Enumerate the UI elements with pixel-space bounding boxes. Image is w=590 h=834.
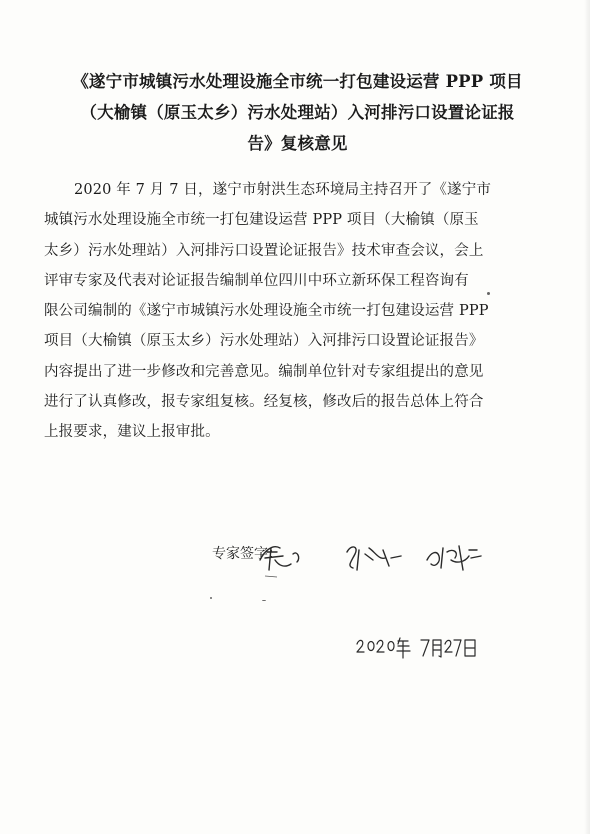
scan-speck: [210, 597, 212, 599]
body-line-8: 进行了认真修改，报专家组复核。经复核，修改后的报告总体上符合: [44, 394, 484, 411]
body-line-4: 评审专家及代表对论证报告编制单位四川中环立新环保工程咨询有: [44, 272, 469, 289]
body-line-1: 2020 年 7 月 7 日，遂宁市射洪生态环境局主持召开了《遂宁市: [74, 182, 491, 198]
scan-speck: [262, 600, 266, 601]
body-line-7: 内容提出了进一步修改和完善意见。编制单位针对专家组提出的意见: [44, 363, 484, 380]
body-line-3: 太乡）污水处理站）入河排污口设置论证报告》技术审查会议，会上: [44, 242, 484, 259]
handwritten-date: [355, 632, 485, 666]
body-line-6: 项目（大榆镇（原玉太乡）污水处理站）入河排污口设置论证报告》: [44, 333, 484, 350]
title-line-3: 告》复核意见: [247, 134, 348, 153]
scan-speck: [487, 292, 490, 295]
signature-3: [427, 546, 481, 570]
signature-label: 专家签字：: [212, 546, 282, 562]
title-line-2: （大榆镇（原玉太乡）污水处理站）入河排污口设置论证报: [80, 103, 515, 122]
body-line-5: 限公司编制的《遂宁市城镇污水处理设施全市统一打包建设运营 PPP: [44, 303, 489, 320]
signature-1: [260, 547, 299, 570]
body-line-9: 上报要求，建议上报审批。: [44, 424, 220, 441]
handwritten-signatures: [255, 530, 495, 580]
page-edge-shadow: [584, 0, 590, 834]
document-title: [40, 66, 555, 159]
signature-2: [347, 547, 401, 570]
title-line-1: 《遂宁市城镇污水处理设施全市统一打包建设运营 PPP 项目: [72, 72, 523, 91]
body-line-2: 城镇污水处理设施全市统一打包建设运营 PPP 项目（大榆镇（原玉: [44, 212, 479, 229]
body-paragraph: [44, 175, 504, 448]
